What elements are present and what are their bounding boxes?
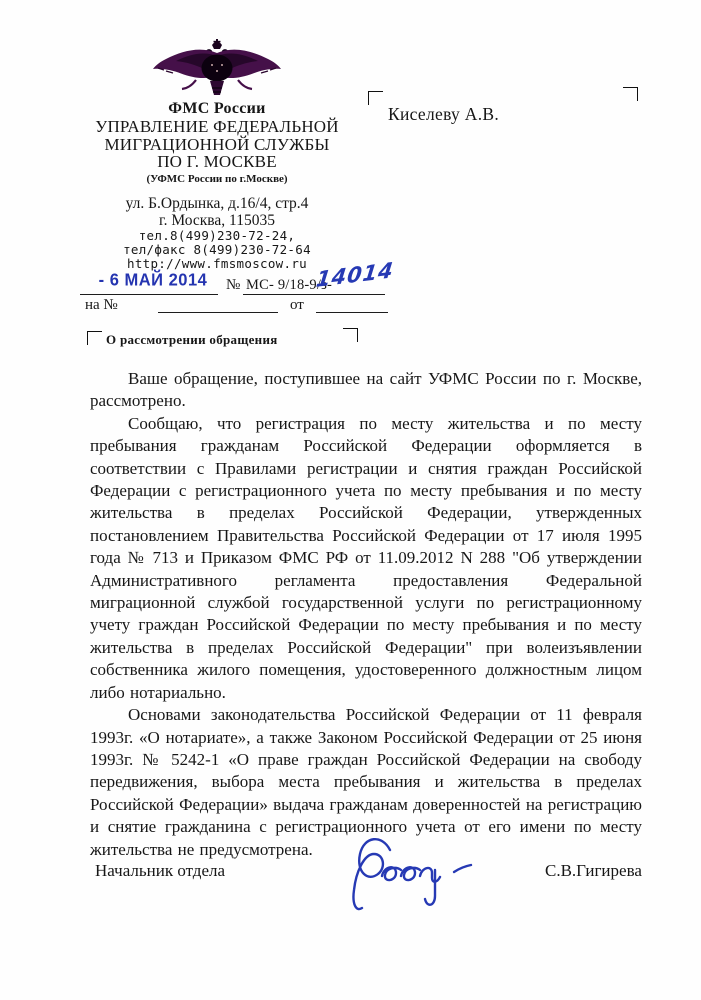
corner-mark: [87, 331, 102, 345]
org-name-line1: УПРАВЛЕНИЕ ФЕДЕРАЛЬНОЙ: [95, 117, 339, 136]
from-date-underline: [316, 312, 388, 313]
body-paragraph: Основами законодательства Российской Федерации от 11 февраля 1993г. «О нотариате», а также Законом Российской Федерации от 25 июня 1993г. № 5242-1 «О праве граждан Российской Федерации на свободу передвижения, выбора места пребывания и жительства в пределах Российской Федерации» выдача гражданам доверенностей на регистрацию и снятие гражданина с регистрационного учета от его имени по месту жительства не предусмотрена.: [90, 705, 642, 859]
outgoing-number-typed: МС- 9/18-9/з-: [246, 277, 333, 293]
letter-body: [90, 368, 642, 861]
org-name-line3: ПО Г. МОСКВЕ: [157, 152, 277, 171]
addressee-name: Киселеву А.В.: [388, 104, 500, 124]
number-underline: [243, 294, 385, 295]
org-abbreviation: (УФМС России по г.Москве): [146, 172, 288, 185]
corner-mark: [623, 87, 638, 101]
website-url: http://www.fmsmoscow.ru: [127, 255, 307, 271]
fms-eagle-emblem-icon: [152, 38, 282, 98]
date-underline: [80, 294, 218, 295]
corner-mark: [343, 328, 358, 342]
outgoing-number-handwritten: 14014: [314, 257, 396, 293]
subject-line: О рассмотрении обращения: [106, 332, 278, 347]
street-address: ул. Б.Ордынка, д.16/4, стр.4: [125, 194, 309, 212]
signatory-position: Начальник отдела: [95, 861, 226, 880]
signatory-name: С.В.Гигирева: [545, 861, 642, 880]
city-postcode: г. Москва, 115035: [159, 211, 275, 229]
number-label: №: [226, 277, 241, 293]
on-number-underline: [158, 312, 278, 313]
phone-line: тел.8(499)230-72-24,: [138, 227, 296, 243]
on-number-label: на №: [85, 297, 118, 313]
letterhead: [52, 38, 382, 271]
from-date-label: от: [290, 297, 304, 313]
org-name-line2: МИГРАЦИОННОЙ СЛУЖБЫ: [104, 134, 330, 154]
handwritten-signature: [338, 828, 488, 928]
incoming-date-stamp: - 6 МАЙ 2014: [98, 270, 208, 290]
fax-line: тел/факс 8(499)230-72-64: [123, 241, 311, 257]
body-paragraph: Ваше обращение, поступившее на сайт УФМС России по г. Москве, рассмотрено.: [90, 369, 642, 411]
corner-mark: [368, 91, 383, 105]
address-block: [52, 195, 382, 271]
org-short-name: ФМС России: [168, 100, 266, 117]
body-paragraph: Сообщаю, что регистрация по месту жительства и по месту пребывания гражданам Российской Федерации оформляется в соответствии с Правилами регистрации и снятия граждан Российской Федерации с регистрационного учета по месту пребывания и по месту жительства в пределах Российской Федерации, утвержденных постановлением Правительства Российской Федерации от 17 июля 1995 года № 713 и Приказом ФМС РФ от 11.09.2012 N 288 "Об утверждении Административного регламента предоставления Федеральной миграционной службой государственной услуги по регистрационному учету граждан Российской Федерации по месту пребывания и по месту жительства в пределах Российской Федерации" при волеизъявлении собственника жилого помещения, удостоверенного должностным лицом либо нотариально.: [90, 413, 642, 702]
